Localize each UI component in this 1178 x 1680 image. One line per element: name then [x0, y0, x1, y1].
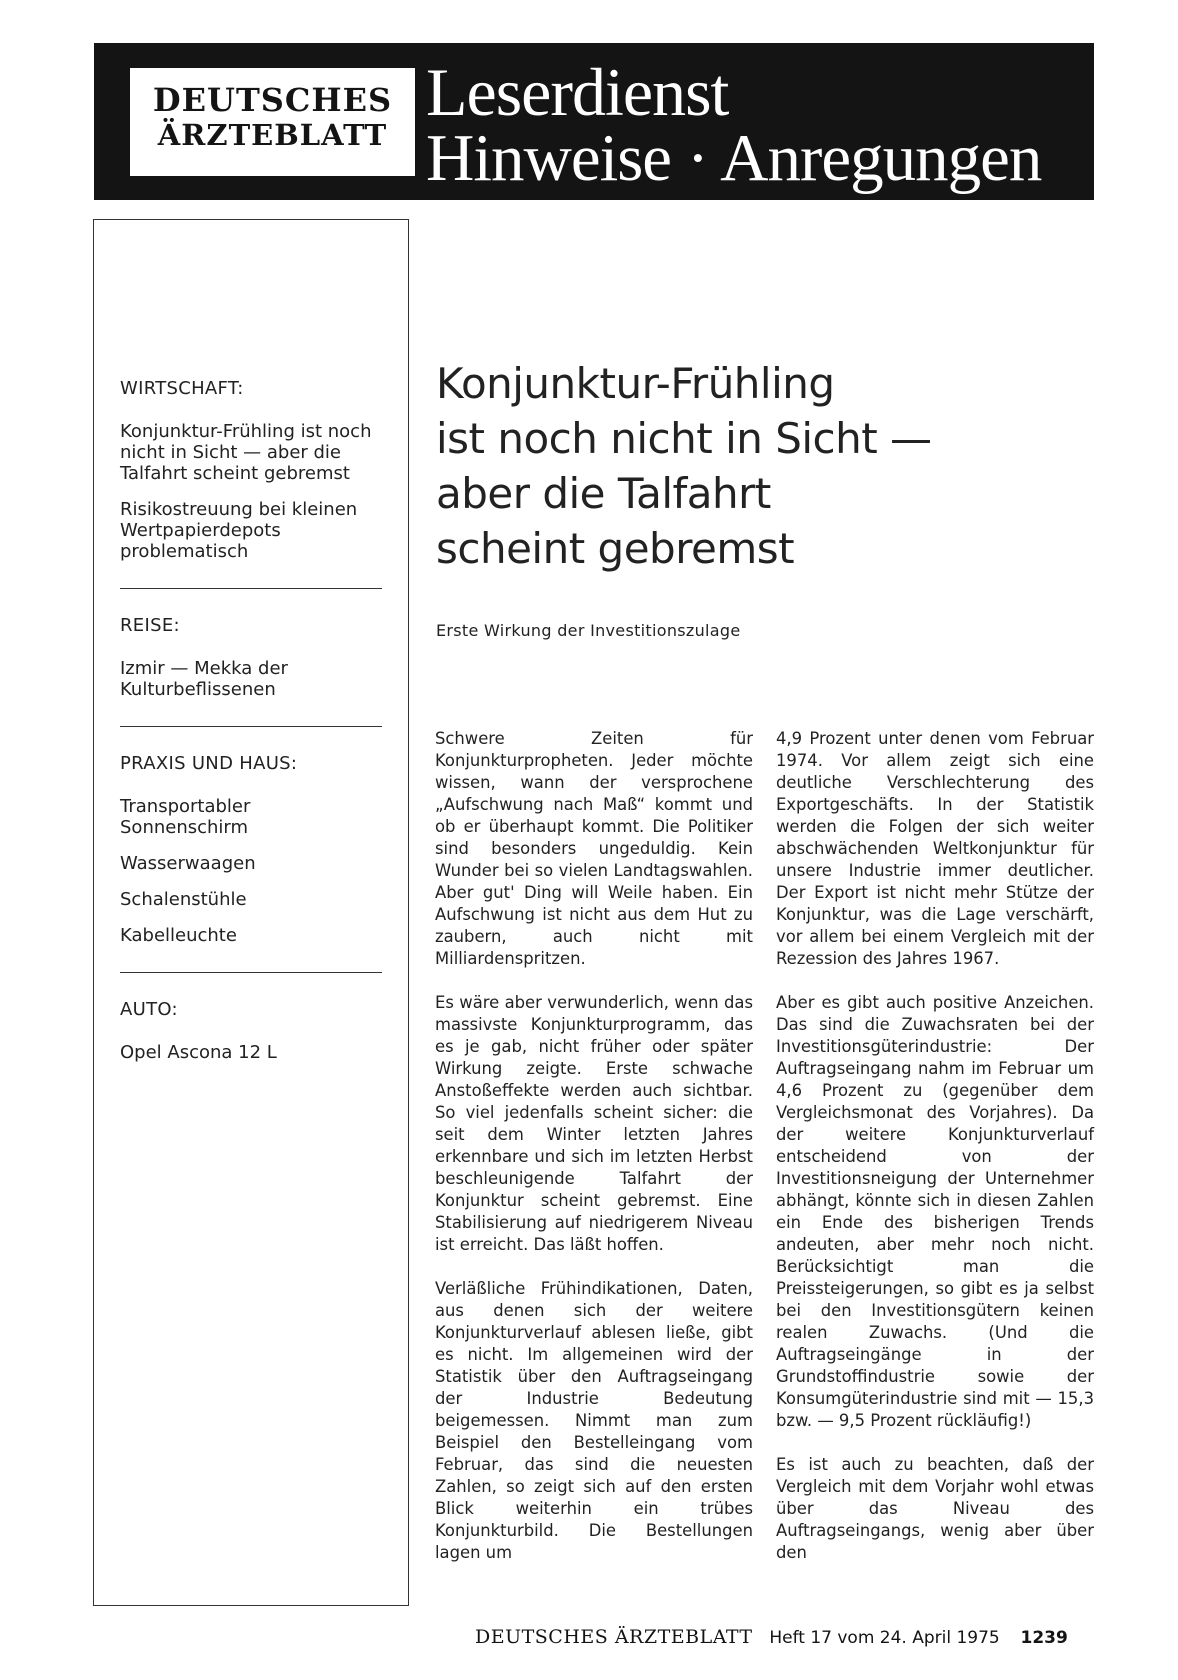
body-paragraph: Schwere Zeiten für Konjunkturpropheten. Jeder möchte wissen, wann der versprochene „Aufschwung nach Maß“ kommt und ob er überhaupt kommt. Die Politiker sind besonders ungeduldig. Kein Wunder bei so vielen Landtagswahlen. Aber gut' Ding will Weile haben. Ein Aufschwung ist nicht aus dem Hut zu zaubern, auch nicht mit Milliardenspritzen. [435, 729, 753, 968]
contents-item: Schalenstühle [120, 889, 247, 910]
divider [120, 972, 382, 973]
body-paragraph: Verläßliche Frühindikationen, Daten, aus denen sich der weitere Konjunkturverlauf ablesen ließe, gibt es nicht. Im allgemeinen wird der Statistik über den Auftragseingang der Industrie Bedeutung beigemessen. Nimmt man zum Beispiel den Bestelleingang vom Februar, das sind die neuesten Zahlen, so zeigt sich auf den ersten Blick weiterhin ein trübes Konjunkturbild. Die Bestellungen lagen um [435, 1279, 753, 1562]
brand-line-2: ÄRZTEBLATT [157, 118, 388, 152]
headline-line: Konjunktur-Frühling [436, 359, 835, 408]
masthead-subtitle: Hinweise · Anregungen [426, 121, 1042, 195]
body-paragraph: Aber es gibt auch positive Anzeichen. Das sind die Zuwachsraten bei der Investitionsgüterindustrie: Der Auftragseingang nahm im Februar um 4,6 Prozent zu (gegenüber dem Vergleichsmonat des Vorjahres). Da der weitere Konjunkturverlauf entscheidend von der Investitionsneigung der Unternehmer abhängt, könnte sich in diesen Zahlen ein Ende des bisherigen Trends andeuten, aber mehr noch nicht. Berücksichtigt man die Preissteigerungen, so gibt es ja selbst bei den Investitionsgütern keinen realen Zuwachs. (Und die Auftragseingänge in der Grundstoffindustrie sowie der Konsumgüterindustrie sind mit — 15,3 bzw. — 9,5 Prozent rückläufig!) [776, 993, 1094, 1430]
section-category: AUTO: [120, 999, 178, 1020]
contents-item: Konjunktur-Frühling ist noch nicht in Sicht — aber die Talfahrt scheint gebremst [120, 421, 372, 484]
body-paragraph: Es wäre aber verwunderlich, wenn das massivste Konjunkturprogramm, das es je gab, nicht früher oder später Wirkung zeigte. Erste schwache Anstoßeffekte werden auch sichtbar. So viel jedenfalls scheint sicher: die seit dem Winter letzten Jahres erkennbare und sich im letzten Herbst beschleunigende Talfahrt der Konjunktur scheint gebremst. Eine Stabilisierung auf niedrigerem Niveau ist erreicht. Das läßt hoffen. [435, 993, 753, 1254]
headline-line: scheint gebremst [436, 524, 795, 573]
page-footer [475, 1626, 1095, 1649]
body-paragraph: 4,9 Prozent unter denen vom Februar 1974. Vor allem zeigt sich eine deutliche Verschlechterung des Exportgeschäfts. In der Statistik werden die Folgen der sich weiter abschwächenden Weltkonjunktur für unsere Industrie immer deutlicher. Der Export ist nicht mehr Stütze der Konjunktur, was die Lage verschärft, vor allem bei einem Vergleich mit der Rezession des Jahres 1967. [776, 729, 1094, 968]
masthead-title: Leserdienst [426, 54, 729, 130]
divider [120, 588, 382, 589]
contents-item: Wasserwaagen [120, 853, 256, 874]
contents-sidebar [93, 219, 409, 1606]
section-category: REISE: [120, 615, 180, 636]
footer-brand: DEUTSCHES ÄRZTEBLATT [475, 1626, 753, 1648]
contents-item: Opel Ascona 12 L [120, 1042, 277, 1063]
contents-list [120, 378, 380, 1078]
article-headline [436, 356, 976, 576]
contents-item: Transportabler Sonnenschirm [120, 796, 251, 838]
page-number: 1239 [1020, 1628, 1068, 1648]
headline-line: ist noch nicht in Sicht — [436, 414, 932, 463]
contents-item: Kabelleuchte [120, 925, 237, 946]
article-subtitle: Erste Wirkung der Investitionszulage [436, 621, 741, 640]
divider [120, 726, 382, 727]
footer-issue: Heft 17 vom 24. April 1975 [769, 1628, 1000, 1648]
masthead [94, 43, 1094, 200]
section-category: WIRTSCHAFT: [120, 378, 244, 399]
section-category: PRAXIS UND HAUS: [120, 753, 298, 774]
headline-line: aber die Talfahrt [436, 469, 771, 518]
brand-logo [130, 68, 415, 176]
body-paragraph: Es ist auch zu beachten, daß der Vergleich mit dem Vorjahr wohl etwas über das Niveau des Auftragseingangs, wenig aber über den [776, 1455, 1094, 1562]
contents-item: Risikostreuung bei kleinen Wertpapierdepots problematisch [120, 499, 358, 562]
contents-item: Izmir — Mekka der Kulturbeflissenen [120, 658, 288, 700]
body-column-2 [776, 728, 1094, 1586]
brand-line-1: DEUTSCHES [152, 81, 393, 119]
body-column-1 [435, 728, 753, 1586]
